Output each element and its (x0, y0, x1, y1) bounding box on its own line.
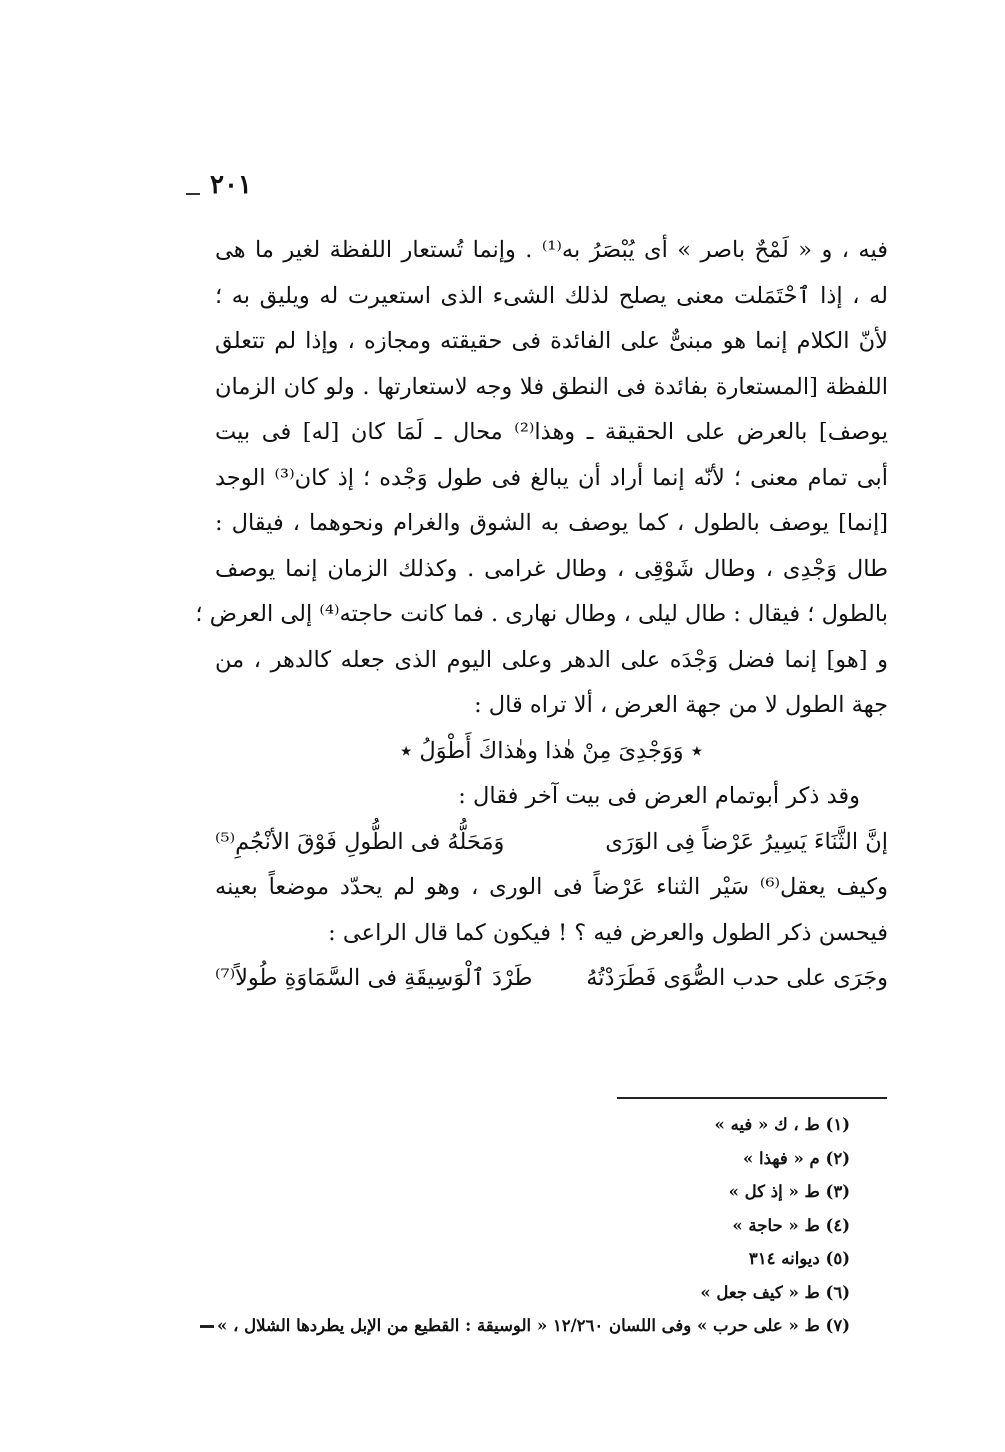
verse-2-second-hemistich: طَرْدَ ٱلْوَسِيقَةِ فى السَّمَاوَةِ طُولاً⁽⁷⁾ (215, 965, 533, 991)
page-number: ٢٠١ (210, 170, 252, 200)
text-line: طال وَجْدِى ، وطال شَوْقِى ، وطال غرامى . وكذلك الزمان إنما يوصف (215, 555, 888, 582)
footnote: (٧) ط « على حرب » وفى اللسان ١٢/٢٦٠ « الوسيقة : القطيع من الإبل يطردها الشلال ، » (217, 1316, 850, 1335)
verse-1 (215, 820, 888, 866)
footnote: (١) ط ، ك « فيه » (714, 1115, 850, 1134)
verse-2 (215, 956, 888, 1002)
verse-intro: وقد ذكر أبوتمام العرض فى بيت آخر فقال : (458, 783, 860, 809)
footnote: (٢) م « فهذا » (742, 1148, 850, 1168)
verse-1-second-hemistich: وَمَحَلُّهُ فى الطُّولِ فَوْقَ الأنْجُمِ⁽⁵⁾ (215, 828, 505, 855)
footnotes (200, 1108, 850, 1343)
footnote: (٣) ط « إذ كل » (728, 1182, 850, 1201)
footnote: (٤) ط « حاجة » (732, 1215, 850, 1235)
main-text (195, 228, 888, 1002)
text-line: فيحسن ذكر الطول والعرض فيه ؟ ! فيكون كما قال الراعى : (328, 919, 888, 946)
text-line: [إنما] يوصف بالطول ، كما يوصف به الشوق والغرام ونحوهما ، فيقال : (215, 510, 888, 536)
text-line: لأنّ الكلام إنما هو مبنىٌّ على الفائدة فى حقيقته ومجازه ، وإذا لم تتعلق (215, 328, 888, 354)
footnote: (٦) ط « كيف جعل » (700, 1282, 850, 1302)
quoted-hemistich: ٭ وَوَجْدِىَ مِنْ هٰذا وهٰذاكَ أَطْوَلُ ٭ (399, 737, 704, 764)
text-line: و [هو] إنما فضل وَجْدَه على الدهر وعلى اليوم الذى جعله كالدهر ، من (215, 646, 888, 673)
text-line: أبى تمام معنى ؛ لأنّه إنما أراد أن يبالغ فى طول وَجْده ؛ إذ كان⁽³⁾ الوجد (215, 464, 888, 491)
text-line: جهة الطول لا من جهة العرض ، ألا تراه قال : (474, 692, 888, 718)
verse-2-first-hemistich: وجَرَى على حدب الصُّوَى فَطَرَدْتُهُ (586, 965, 888, 991)
footnote-separator (617, 1097, 887, 1099)
text-line: بالطول ؛ فيقال : طال ليلى ، وطال نهارى . فما كانت حاجته⁽⁴⁾ إلى العرض ؛ (195, 601, 888, 627)
text-line: يوصف] بالعرض على الحقيقة ـ وهذا⁽²⁾ محال ـ لَمَا كان [له] فى بيت (215, 419, 888, 445)
text-line: له ، إذا ٱحْتَمَلت معنى يصلح لذلك الشىء الذى استعيرت له ويليق به ؛ (215, 282, 888, 309)
text-line: اللفظة [المستعارة بفائدة فى النطق فلا وجه لاستعارتها . ولو كان الزمان (215, 373, 888, 400)
footnote: (٥) ديوانه ٣١٤ (748, 1249, 850, 1268)
margin-dash (186, 193, 200, 195)
verse-1-first-hemistich: إنَّ الثَّنَاءَ يَسِيرُ عَرْضاً فِى الوَرَى (605, 828, 888, 855)
text-line: فيه ، و « لَمْحٌ باصر » أى يُبْصَرُ به⁽¹⁾ . وإنما تُستعار اللفظة لغير ما هى (215, 237, 888, 263)
text-line: وكيف يعقل⁽⁶⁾ سَيْر الثناء عَرْضاً فى الورى ، وهو لم يحدّد موضعاً بعينه (215, 874, 888, 900)
continuation-dash (200, 1325, 214, 1328)
